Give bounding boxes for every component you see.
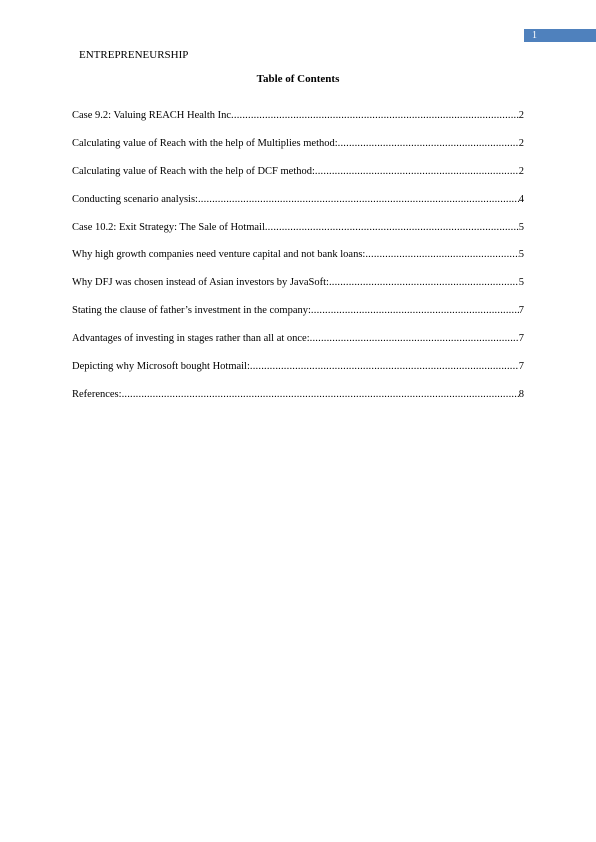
toc-entry[interactable] xyxy=(72,165,524,193)
toc-leader xyxy=(231,109,519,123)
toc-title: Table of Contents xyxy=(256,73,340,85)
toc-leader xyxy=(315,165,519,179)
toc-entry[interactable] xyxy=(72,248,524,276)
toc-entry[interactable] xyxy=(72,193,524,221)
toc-leader xyxy=(198,193,519,207)
toc-entry-page: 2 xyxy=(518,137,524,149)
toc-entry-text: Calculating value of Reach with the help of Multiplies method: xyxy=(72,137,338,149)
page-number-badge xyxy=(524,29,596,42)
toc-entry-text: Case 9.2: Valuing REACH Health Inc xyxy=(72,110,232,121)
toc-entry[interactable] xyxy=(72,109,524,137)
running-header: ENTREPRENEURSHIP xyxy=(79,49,189,61)
toc-entry-text: Why DFJ was chosen instead of Asian investors by JavaSoft: xyxy=(72,277,329,289)
toc-entry[interactable] xyxy=(72,304,524,332)
toc-entry-text: Case 10.2: Exit Strategy: The Sale of Hotmail xyxy=(72,221,265,233)
toc-leader xyxy=(265,221,519,235)
toc-leader xyxy=(250,360,519,374)
toc-leader xyxy=(365,248,518,262)
toc-leader xyxy=(329,276,519,290)
toc-entry[interactable] xyxy=(72,221,524,249)
toc-entry-page: 5 xyxy=(518,249,524,261)
toc-entry-page: 4 xyxy=(518,193,524,205)
toc-entry-text: Stating the clause of father’s investment in the company: xyxy=(72,305,311,317)
toc-entry[interactable] xyxy=(72,276,524,304)
toc-entry[interactable] xyxy=(72,137,524,165)
toc-entry-text: Depicting why Microsoft bought Hotmail: xyxy=(72,361,250,373)
toc-entry-page: 5 xyxy=(518,277,524,289)
page-number: 1 xyxy=(532,30,537,41)
toc-entry-text: References: xyxy=(72,388,122,400)
toc-leader xyxy=(311,304,519,318)
toc-entry-text: Why high growth companies need venture capital and not bank loans: xyxy=(72,249,366,261)
toc-entry-page: 7 xyxy=(518,361,524,373)
toc-leader xyxy=(122,388,519,402)
toc-entry-page: 7 xyxy=(518,333,524,345)
toc-entry-text: Conducting scenario analysis: xyxy=(72,193,198,205)
toc-entry[interactable] xyxy=(72,332,524,360)
toc-entry-page: 2 xyxy=(518,165,524,177)
toc-entry-text: Calculating value of Reach with the help of DCF method: xyxy=(72,165,315,177)
toc-entry[interactable] xyxy=(72,388,524,416)
toc-leader xyxy=(338,137,519,151)
table-of-contents xyxy=(72,109,524,416)
toc-entry-page: 5 xyxy=(518,221,524,233)
toc-entry-page: 2 xyxy=(518,110,524,121)
toc-entry-text: Advantages of investing in stages rather than all at once: xyxy=(72,333,310,345)
toc-entry-page: 8 xyxy=(518,388,524,400)
toc-leader xyxy=(310,332,519,346)
toc-entry-page: 7 xyxy=(518,305,524,317)
toc-entry[interactable] xyxy=(72,360,524,388)
